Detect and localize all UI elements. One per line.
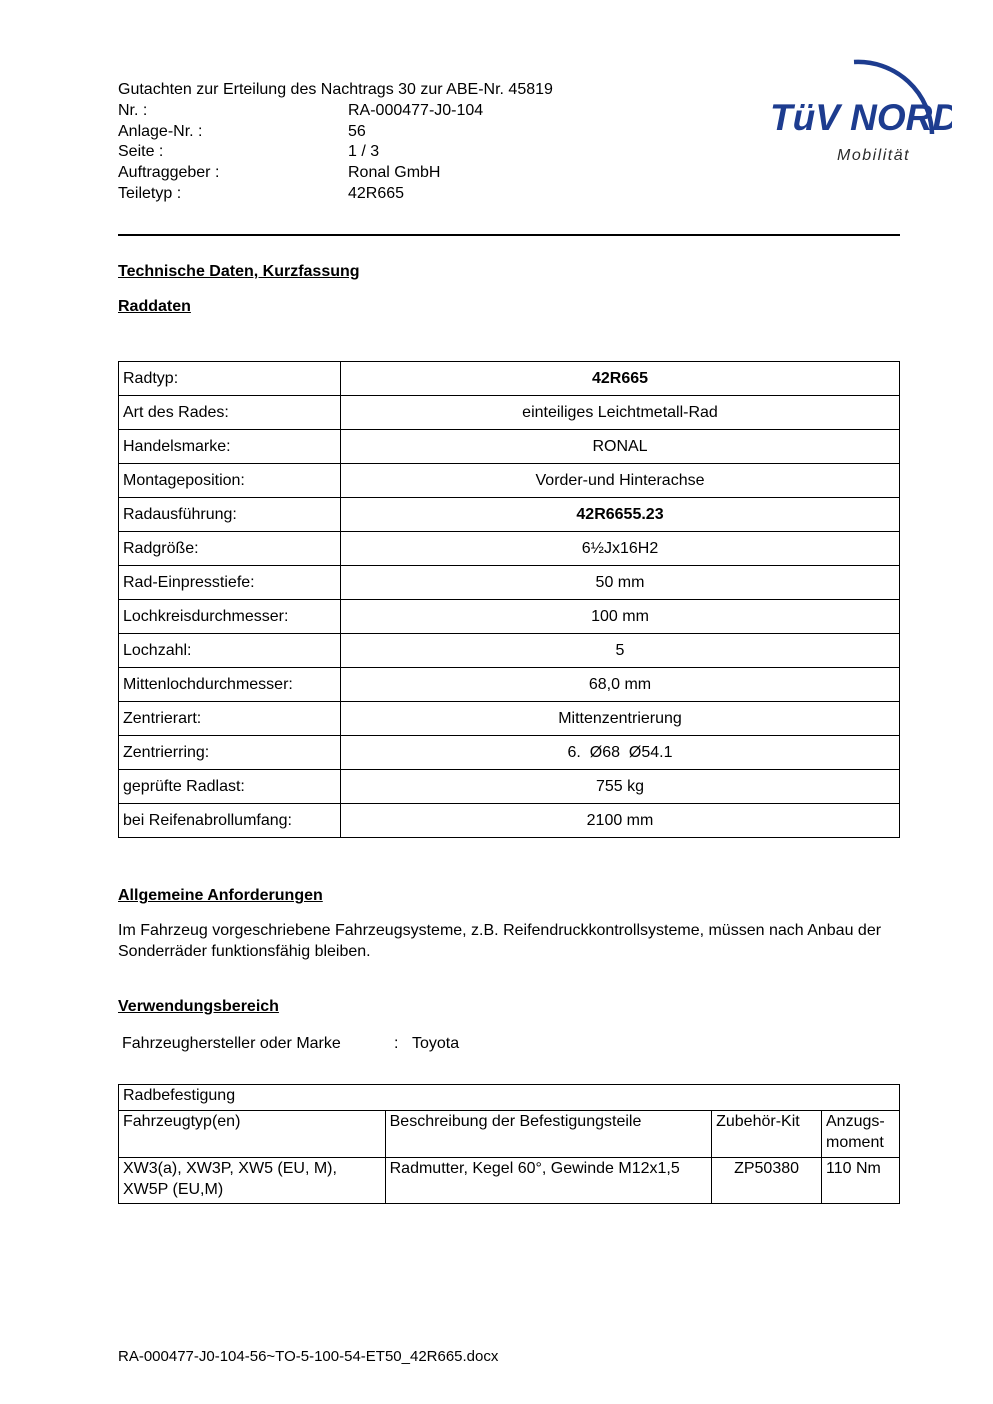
table-row: [119, 498, 900, 532]
table-row: [119, 1157, 900, 1204]
table-row: [119, 634, 900, 668]
cell-zubehoer-kit: ZP50380: [712, 1157, 822, 1204]
row-label: Mittenlochdurchmesser:: [119, 668, 341, 702]
cell-beschreibung: Radmutter, Kegel 60°, Gewinde M12x1,5: [385, 1157, 711, 1204]
header-divider: [118, 234, 900, 236]
section-heading-technische-daten: Technische Daten, Kurzfassung: [118, 262, 360, 280]
header-field-row: [118, 163, 900, 184]
row-value: 6. Ø68 Ø54.1: [341, 736, 900, 770]
field-value: Ronal GmbH: [348, 164, 441, 182]
fahrzeughersteller-value: Toyota: [412, 1034, 460, 1052]
table-row: [119, 566, 900, 600]
row-value: 68,0 mm: [341, 668, 900, 702]
row-label: Handelsmarke:: [119, 430, 341, 464]
row-label: geprüfte Radlast:: [119, 770, 341, 804]
table-title-row: [119, 1085, 900, 1111]
table-row: [119, 362, 900, 396]
row-value: 6½Jx16H2: [341, 532, 900, 566]
logo-brand-text: TüV NORD: [770, 97, 952, 138]
row-label: Rad-Einpresstiefe:: [119, 566, 341, 600]
field-label: Seite :: [118, 143, 164, 161]
row-value: 5: [341, 634, 900, 668]
table-row: [119, 430, 900, 464]
row-label: Radtyp:: [119, 362, 341, 396]
row-value: einteiliges Leichtmetall-Rad: [341, 396, 900, 430]
row-label: Radausführung:: [119, 498, 341, 532]
field-value: 1 / 3: [348, 143, 380, 161]
logo-subtitle: Mobilität: [837, 147, 911, 164]
section-heading-allgemeine-anforderungen: Allgemeine Anforderungen: [118, 887, 323, 905]
header-field-row: [118, 101, 900, 122]
column-header-beschreibung: Beschreibung der Befestigungsteile: [385, 1111, 711, 1158]
field-value: 56: [348, 122, 366, 140]
cell-anzugsmoment: 110 Nm: [822, 1157, 900, 1204]
row-label: Art des Rades:: [119, 396, 341, 430]
field-value: RA-000477-J0-104: [348, 101, 484, 119]
row-label: Zentrierring:: [119, 736, 341, 770]
fahrzeughersteller-line: [118, 1034, 900, 1055]
allgemeine-anforderungen-text: Im Fahrzeug vorgeschriebene Fahrzeugsysteme, z.B. Reifendruckkontrollsysteme, müssen nach Anbau der Sonderräder funktionsfähig bleiben.: [118, 922, 882, 960]
table-title: Radbefestigung: [119, 1085, 900, 1111]
row-value: Vorder-und Hinterachse: [341, 464, 900, 498]
column-header-fahrzeugtyp: Fahrzeugtyp(en): [119, 1111, 386, 1158]
column-header-anzugsmoment: Anzugs-moment: [822, 1111, 900, 1158]
table-row: [119, 532, 900, 566]
row-label: Zentrierart:: [119, 702, 341, 736]
document-title: Gutachten zur Erteilung des Nachtrags 30 zur ABE-Nr. 45819: [118, 81, 553, 98]
fahrzeughersteller-separator: :: [394, 1034, 399, 1052]
table-row: [119, 736, 900, 770]
table-header-row: [119, 1111, 900, 1158]
row-value: 50 mm: [341, 566, 900, 600]
row-label: Montageposition:: [119, 464, 341, 498]
footer-filename: RA-000477-J0-104-56~TO-5-100-54-ET50_42R665.docx: [118, 1348, 499, 1365]
row-value: Mittenzentrierung: [341, 702, 900, 736]
row-value: 2100 mm: [341, 804, 900, 838]
cell-fahrzeugtyp: XW3(a), XW3P, XW5 (EU, M), XW5P (EU,M): [119, 1157, 386, 1204]
column-header-zubehoer-kit: Zubehör-Kit: [712, 1111, 822, 1158]
table-row: [119, 464, 900, 498]
table-row: [119, 668, 900, 702]
row-label: Lochkreisdurchmesser:: [119, 600, 341, 634]
field-label: Anlage-Nr. :: [118, 122, 203, 140]
header-field-row: [118, 184, 900, 205]
row-value: 42R665: [341, 362, 900, 396]
fahrzeughersteller-label: Fahrzeughersteller oder Marke: [122, 1034, 341, 1052]
section-heading-raddaten: Raddaten: [118, 297, 191, 315]
row-value: RONAL: [341, 430, 900, 464]
row-label: Radgröße:: [119, 532, 341, 566]
row-value: 42R6655.23: [341, 498, 900, 532]
row-value: 100 mm: [341, 600, 900, 634]
row-value: 755 kg: [341, 770, 900, 804]
row-label: bei Reifenabrollumfang:: [119, 804, 341, 838]
table-row: [119, 770, 900, 804]
table-row: [119, 396, 900, 430]
field-value: 42R665: [348, 184, 405, 202]
section-heading-verwendungsbereich: Verwendungsbereich: [118, 997, 279, 1015]
header-field-row: [118, 142, 900, 163]
field-label: Teiletyp :: [118, 184, 182, 202]
row-label: Lochzahl:: [119, 634, 341, 668]
table-row: [119, 702, 900, 736]
field-label: Nr. :: [118, 101, 148, 119]
field-label: Auftraggeber :: [118, 164, 220, 182]
table-row: [119, 804, 900, 838]
header-field-row: [118, 122, 900, 143]
document-header: [118, 80, 900, 205]
radbefestigung-table: [118, 1084, 900, 1204]
table-row: [119, 600, 900, 634]
raddaten-table: [118, 361, 900, 838]
